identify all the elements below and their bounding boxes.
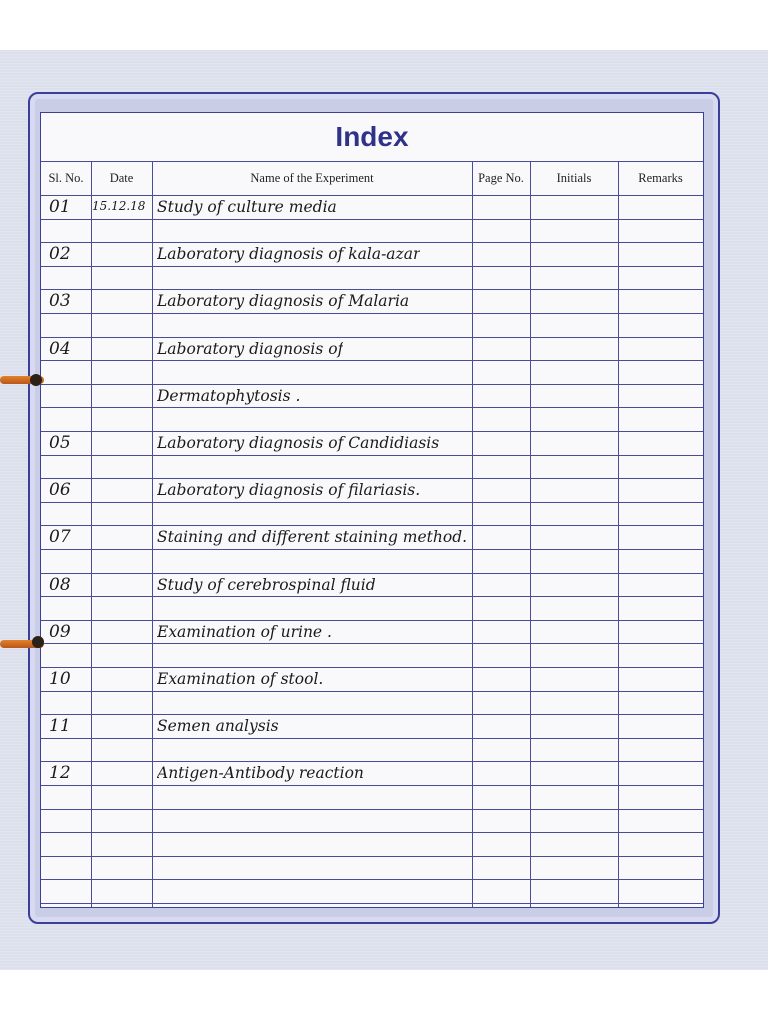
- ruled-line: [41, 502, 703, 503]
- ruled-line: [41, 478, 703, 479]
- experiment-name: Laboratory diagnosis of kala-azar: [157, 245, 421, 264]
- column-divider: [618, 161, 619, 907]
- experiment-name: Antigen-Antibody reaction: [157, 764, 364, 783]
- ruled-line: [41, 407, 703, 408]
- serial-number: 01: [49, 197, 71, 217]
- ruled-line: [41, 195, 703, 196]
- column-header-sl-no: Sl. No.: [48, 170, 84, 185]
- serial-number: 07: [49, 527, 71, 548]
- ruled-line: [41, 903, 703, 904]
- serial-number: 09: [49, 621, 71, 642]
- column-divider: [91, 161, 92, 907]
- ruled-line: [41, 289, 703, 290]
- experiment-name: Examination of stool.: [157, 670, 324, 688]
- ruled-line: [41, 738, 703, 739]
- experiment-name: Laboratory diagnosis of: [157, 339, 344, 358]
- serial-number: 03: [49, 291, 71, 312]
- ruled-line: [41, 525, 703, 526]
- experiment-name: Study of cerebrospinal fluid: [157, 575, 376, 594]
- column-header-remarks: Remarks: [638, 170, 683, 185]
- ruled-line: [41, 596, 703, 597]
- ruled-line: [41, 549, 703, 550]
- experiment-name: Staining and different staining method.: [157, 528, 468, 547]
- ruled-line: [41, 691, 703, 692]
- column-divider: [152, 161, 153, 907]
- ruled-line: [41, 219, 703, 220]
- serial-number: 12: [49, 763, 71, 784]
- serial-number: 10: [49, 669, 71, 689]
- ruled-line: [41, 313, 703, 314]
- ruled-line: [41, 761, 703, 762]
- ruled-line: [41, 785, 703, 786]
- page-title: Index: [335, 121, 409, 152]
- ruled-line: [41, 856, 703, 857]
- punch-hole: [32, 636, 44, 648]
- experiment-name: Examination of urine .: [157, 622, 332, 641]
- ruled-line: [41, 384, 703, 385]
- column-header-initials: Initials: [556, 170, 592, 185]
- serial-number: 11: [49, 716, 71, 737]
- punch-hole: [30, 374, 42, 386]
- column-header-date: Date: [109, 170, 134, 185]
- column-divider: [530, 161, 531, 907]
- ruled-line: [41, 643, 703, 644]
- experiment-name: Laboratory diagnosis of Malaria: [157, 292, 410, 311]
- experiment-name: Dermatophytosis .: [157, 386, 301, 405]
- ruled-line: [41, 667, 703, 668]
- experiment-name: Study of culture media: [157, 198, 337, 216]
- serial-number: 04: [49, 338, 71, 359]
- column-header-experiment: Name of the Experiment: [250, 170, 374, 185]
- ruled-line: [41, 266, 703, 267]
- ruled-line: [41, 832, 703, 833]
- experiment-name: Laboratory diagnosis of Candidiasis: [157, 434, 440, 452]
- ruled-line: [41, 809, 703, 810]
- ruled-line: [41, 620, 703, 621]
- ruled-line: [41, 455, 703, 456]
- ruled-line: [41, 714, 703, 715]
- column-divider: [472, 161, 473, 907]
- column-header-page-no: Page No.: [478, 170, 524, 185]
- header-top-rule: [41, 161, 703, 162]
- entry-date: 15.12.18: [92, 199, 146, 213]
- serial-number: 08: [49, 574, 71, 595]
- experiment-name: Semen analysis: [157, 717, 279, 736]
- serial-number: 05: [49, 433, 71, 453]
- serial-number: 06: [49, 480, 71, 501]
- ruled-line: [41, 573, 703, 574]
- index-page: [40, 112, 704, 908]
- ruled-line: [41, 360, 703, 361]
- experiment-name: Laboratory diagnosis of filariasis.: [157, 481, 421, 500]
- ruled-line: [41, 879, 703, 880]
- serial-number: 02: [49, 244, 71, 265]
- ruled-line: [41, 431, 703, 432]
- ruled-line: [41, 242, 703, 243]
- ruled-line: [41, 337, 703, 338]
